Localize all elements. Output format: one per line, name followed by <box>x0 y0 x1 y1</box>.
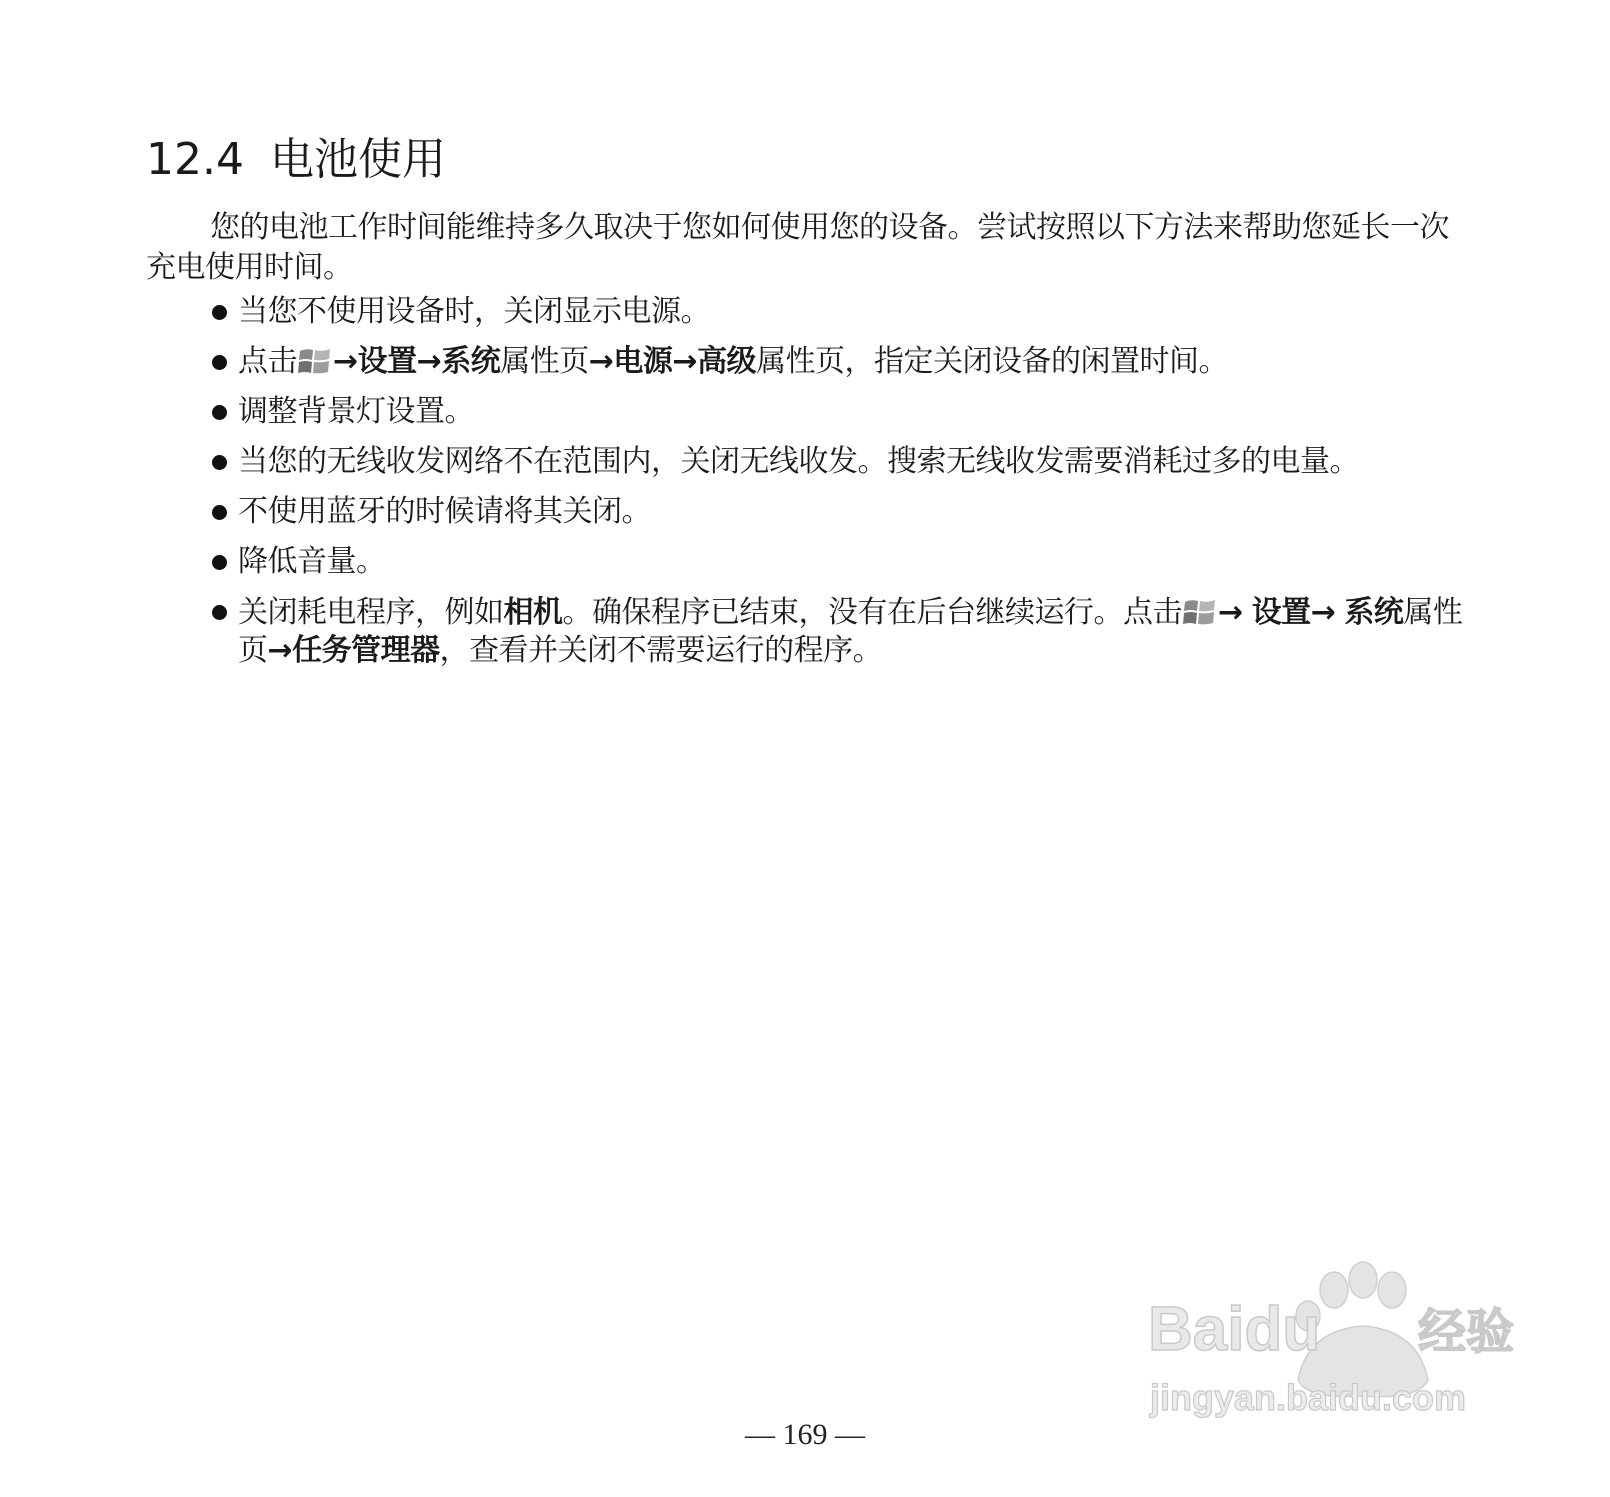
list-item: 关闭耗电程序，例如相机。确保程序已结束，没有在后台继续运行。点击 → 设置→ 系统属性页→任务管理器，查看并关闭不需要运行的程序。 <box>212 594 1472 670</box>
watermark-brand: Baidu <box>1148 1295 1321 1364</box>
list-item: 当您不使用设备时，关闭显示电源。 <box>212 294 1472 330</box>
page-number: — 169 — <box>745 1418 865 1451</box>
list-item: 不使用蓝牙的时候请将其关闭。 <box>212 494 1472 530</box>
section-heading <box>146 132 446 188</box>
list-item: 降低音量。 <box>212 544 1472 580</box>
windows-start-icon <box>297 345 333 377</box>
list-item: 当您的无线收发网络不在范围内，关闭无线收发。搜索无线收发需要消耗过多的电量。 <box>212 444 1472 480</box>
bullet-dot-icon <box>212 405 227 420</box>
section-number: 12.4 <box>146 134 244 185</box>
bullet-dot-icon <box>212 555 227 570</box>
list-item: 调整背景灯设置。 <box>212 394 1472 430</box>
bullet-dot-icon <box>212 355 227 370</box>
section-title: 电池使用 <box>269 134 446 185</box>
list-item: 点击 →设置→系统属性页→电源→高级属性页，指定关闭设备的闲置时间。 <box>212 344 1472 380</box>
watermark-url: jingyan.baidu.com <box>1150 1377 1467 1418</box>
watermark-brand-cn: 经验 <box>1418 1304 1515 1360</box>
bullet-dot-icon <box>212 605 227 620</box>
bullet-dot-icon <box>212 305 227 320</box>
bullet-dot-icon <box>212 455 227 470</box>
baidu-jingyan-watermark <box>1148 1250 1528 1440</box>
windows-start-icon <box>1182 596 1218 628</box>
bullet-dot-icon <box>212 505 227 520</box>
intro-paragraph: 您的电池工作时间能维持多久取决于您如何使用您的设备。尝试按照以下方法来帮助您延长一次充电使用时间。 <box>146 210 1449 285</box>
tips-list <box>212 294 1472 684</box>
